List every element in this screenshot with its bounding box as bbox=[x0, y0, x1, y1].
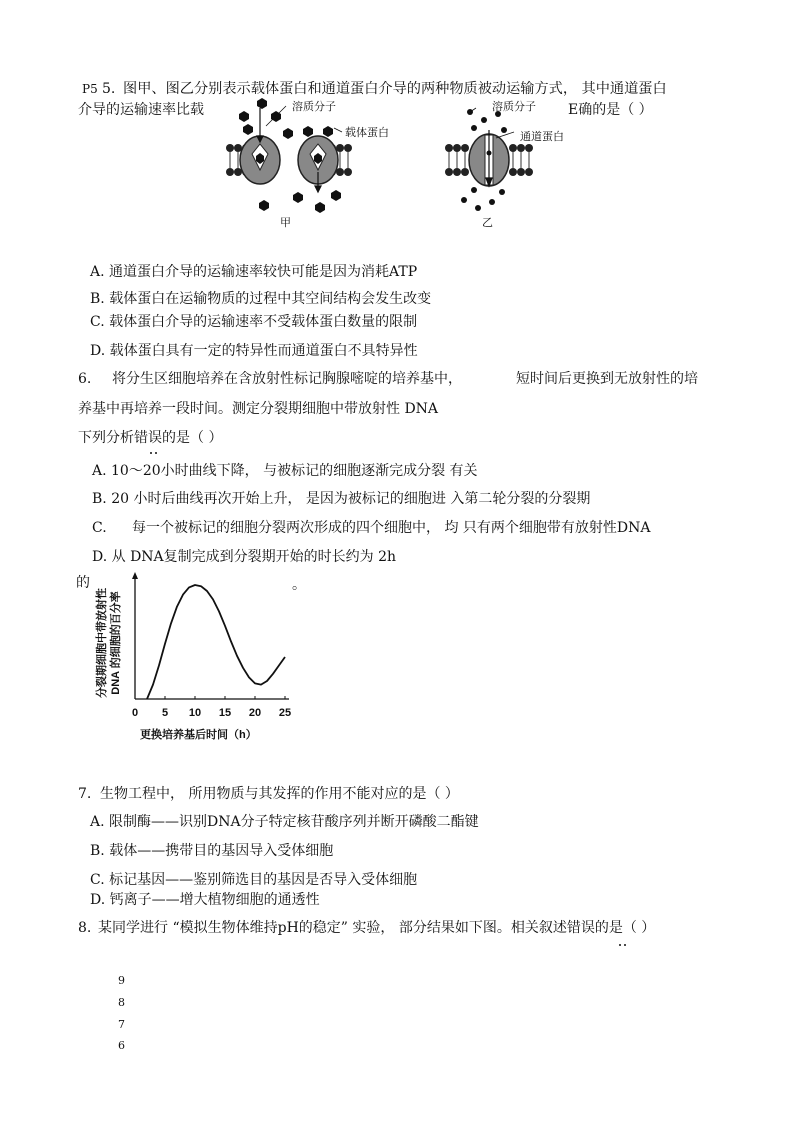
q6-option-c-label: C. bbox=[92, 520, 107, 536]
q6-option-a: A. 10～20小时曲线下降， 与被标记的细胞逐渐完成分裂 有关 bbox=[92, 463, 478, 479]
chart-x-tick-label: 25 bbox=[278, 707, 292, 719]
q5-option-c: C. 载体蛋白介导的运输速率不受载体蛋白数量的限制 bbox=[90, 314, 418, 330]
q8-y-tick: 6 bbox=[118, 1039, 125, 1052]
q6-fragment-left: 的 bbox=[76, 575, 90, 591]
q7-option-c: C. 标记基因——鉴别筛选目的基因是否导入受体细胞 bbox=[90, 872, 418, 888]
q7-option-a: A. 限制酶——识别DNA分子特定核苷酸序列并断开磷酸二酯键 bbox=[90, 814, 479, 830]
chart-y-axis-label bbox=[82, 578, 122, 708]
q5-stem-line1: 图甲、图乙分别表示载体蛋白和通道蛋白介导的两种物质被动运输方式， 其中通道蛋白 bbox=[123, 81, 667, 97]
q6-number: 6. bbox=[78, 371, 92, 387]
q5-figure-jia bbox=[224, 98, 354, 218]
fig-yi-channel-label: 通道蛋白 bbox=[520, 130, 564, 143]
q5-option-d: D. 载体蛋白具有一定的特异性而通道蛋白不具特异性 bbox=[90, 343, 418, 359]
emphasis-dot bbox=[619, 944, 621, 946]
q5-stem-line2a: 介导的运输速率比载 bbox=[78, 102, 204, 118]
chart-x-axis-label: 更换培养基后时间（h） bbox=[140, 729, 257, 741]
q5-figure-yi bbox=[444, 108, 534, 218]
chart-x-tick-label: 0 bbox=[131, 707, 139, 719]
chart-x-tick-label: 15 bbox=[218, 707, 232, 719]
q6-stem-line3: 下列分析错误的是（ ） bbox=[78, 430, 223, 446]
q8-stem: 某同学进行 “模拟生物体维持pH的稳定” 实验， 部分结果如下图。相关叙述错误的是（ ） bbox=[98, 920, 656, 936]
q7-option-d: D. 钙离子——增大植物细胞的通透性 bbox=[90, 892, 320, 908]
q5-option-b: B. 载体蛋白在运输物质的过程中其空间结构会发生改变 bbox=[90, 291, 432, 307]
chart-x-tick-label: 10 bbox=[188, 707, 202, 719]
emphasis-dot bbox=[624, 944, 626, 946]
q6-option-d: D. 从 DNA复制完成到分裂期开始的时长约为 2h bbox=[92, 549, 397, 565]
q7-number: 7. bbox=[78, 786, 92, 802]
q8-y-tick: 9 bbox=[118, 974, 125, 987]
q5-marker: P5 bbox=[82, 82, 98, 96]
q8-y-tick: 7 bbox=[118, 1018, 125, 1031]
q6-stem-line2: 养基中再培养一段时间。测定分裂期细胞中带放射性 DNA bbox=[78, 401, 439, 417]
q7-stem: 生物工程中， 所用物质与其发挥的作用不能对应的是（ ） bbox=[100, 786, 459, 802]
q6-option-b: B. 20 小时后曲线再次开始上升， 是因为被标记的细胞进 入第二轮分裂的分裂期 bbox=[92, 491, 591, 507]
q6-stem-line1b: 短时间后更换到无放射性的培 bbox=[516, 371, 698, 387]
chart-x-tick-label: 5 bbox=[161, 707, 169, 719]
fig-jia-solute-label: 溶质分子 bbox=[292, 100, 336, 113]
q8-y-tick: 8 bbox=[118, 996, 125, 1009]
q6-fragment-right: 。 bbox=[292, 577, 306, 593]
q5-option-a: A. 通道蛋白介导的运输速率较快可能是因为消耗ATP bbox=[90, 264, 418, 280]
chart-x-tick-label: 20 bbox=[248, 707, 262, 719]
q6-option-c-text: 每一个被标记的细胞分裂两次形成的四个细胞中， 均 只有两个细胞带有放射性DNA bbox=[132, 520, 651, 536]
q8-number: 8. bbox=[78, 920, 92, 936]
fig-jia-carrier-label: 载体蛋白 bbox=[345, 126, 389, 139]
q5-number: 5. bbox=[102, 81, 116, 97]
emphasis-dot bbox=[155, 452, 157, 454]
fig-yi-solute-label: 溶质分子 bbox=[492, 100, 536, 113]
chart-series-line bbox=[147, 585, 285, 699]
q5-stem-line2b: E确的是（ ） bbox=[568, 102, 653, 118]
fig-yi-caption: 乙 bbox=[482, 216, 493, 229]
chart-y-axis-label-line1: 分裂期细胞中带放射性 bbox=[96, 588, 108, 698]
chart-y-axis-arrow bbox=[132, 572, 138, 579]
chart-y-axis-label-line2: DNA 的细胞的百分率 bbox=[110, 591, 122, 695]
q6-stem-line1a: 将分生区细胞培养在含放射性标记胸腺嘧啶的培养基中， bbox=[112, 371, 462, 387]
q7-option-b: B. 载体——携带目的基因导入受体细胞 bbox=[90, 843, 334, 859]
emphasis-dot bbox=[150, 452, 152, 454]
fig-jia-caption: 甲 bbox=[280, 216, 291, 229]
